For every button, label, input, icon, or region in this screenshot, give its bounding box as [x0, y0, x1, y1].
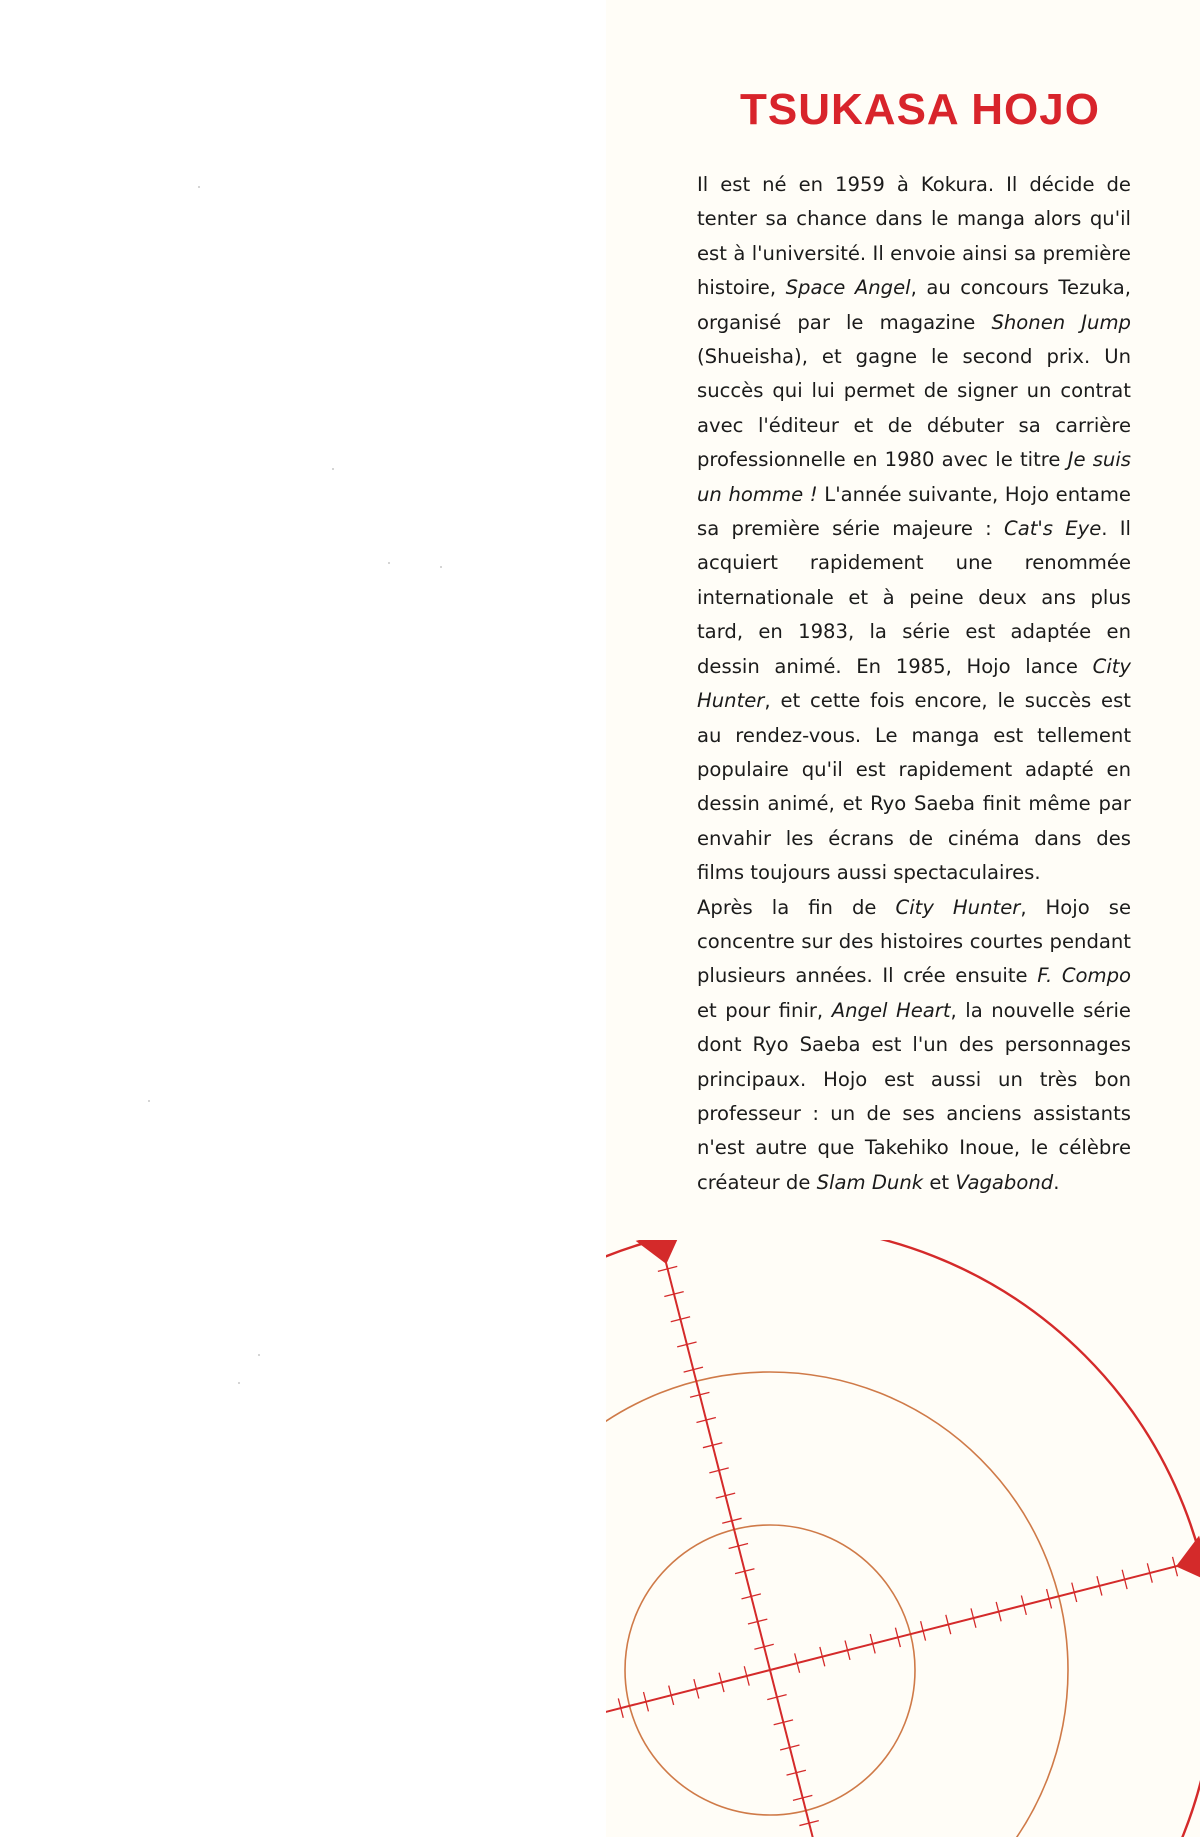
author-name-heading: TSUKASA HOJO: [740, 85, 1100, 134]
work-title: Je suis un homme !: [697, 448, 1132, 506]
paper-speck: [258, 1354, 260, 1356]
crosshair-icon: [606, 1240, 1200, 1837]
horizontal-axis: [606, 1541, 1200, 1798]
work-title: City Hunter: [697, 654, 1131, 713]
vertical-axis: [641, 1240, 898, 1837]
work-title: City Hunter: [895, 895, 1021, 919]
biography-text: [697, 168, 1131, 1200]
biography-paragraph-1: Il est né en 1959 à Kokura. Il décide de tenter sa chance dans le manga alors qu'il est à l'université. Il envoie ainsi sa première histoire, Space Angel, au concours Tezuka, organisé par le magazine Shonen Jump (Shueisha), et gagne le second prix. Un succès qui lui permet de signer un contrat avec l'éditeur et de débuter sa carrière professionnelle en 1980 avec le titre Je suis un homme ! L'année suivante, Hojo entame sa première série majeure : Cat's Eye. Il acquiert rapidement une renommée internationale et à peine deux ans plus tard, en 1983, la série est adaptée en dessin animé. En 1985, Hojo lance City Hunter, et cette fois encore, le succès est au rendez-vous. Le manga est tellement populaire qu'il est rapidement adapté en dessin animé, et Ryo Saeba finit même par envahir les écrans de cinéma dans des films toujours aussi spectaculaires.: [697, 173, 1132, 885]
work-title: Vagabond: [955, 1170, 1054, 1194]
magazine-title: Shonen Jump: [991, 310, 1131, 334]
work-title: Angel Heart: [831, 998, 951, 1022]
work-title: Cat's Eye: [1004, 517, 1102, 541]
paper-speck: [238, 1382, 240, 1384]
reticle-rings: [606, 1240, 1200, 1837]
top-marker: [636, 1240, 683, 1264]
work-title: Slam Dunk: [816, 1170, 924, 1194]
paper-speck: [388, 562, 390, 564]
biography-paragraph-2: Après la fin de City Hunter, Hojo se concentre sur des histoires courtes pendant plusieurs années. Il crée ensuite F. Compo et pour finir, Angel Heart, la nouvelle série dont Ryo Saeba est l'un des personnages principaux. Hojo est aussi un très bon professeur : un de ses anciens assistants n'est autre que Takehiko Inoue, le célèbre créateur de Slam Dunk et Vagabond.: [697, 895, 1131, 1194]
right-marker: [1176, 1536, 1200, 1583]
outer-ring: [606, 1240, 1200, 1837]
paper-speck: [148, 1100, 150, 1102]
paper-speck: [332, 468, 334, 470]
middle-ring: [606, 1372, 1068, 1837]
paper-speck: [198, 186, 200, 188]
work-title: F. Compo: [1037, 964, 1131, 988]
reticle-axes: [606, 1240, 1200, 1837]
paper-speck: [440, 566, 442, 568]
work-title: Space Angel: [785, 276, 911, 300]
